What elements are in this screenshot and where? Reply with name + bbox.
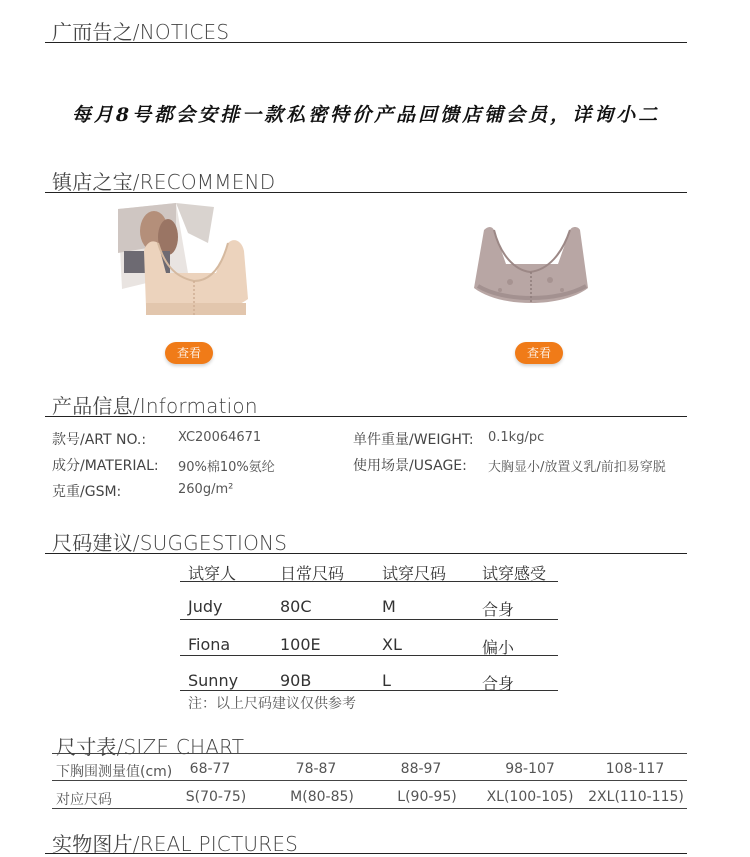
art-no-label: 款号/ART NO.:	[52, 432, 147, 448]
sug-header-feeling: 试穿感受	[482, 564, 547, 583]
art-no-value: XC20064671	[178, 430, 262, 445]
size-chart-bottom-rule	[52, 808, 687, 809]
suggestions-title: 尺码建议/SUGGESTIONS	[52, 531, 288, 555]
usage-label: 使用场景/USAGE:	[353, 458, 467, 474]
size-row2-c4: XL(100-105)	[486, 789, 574, 805]
gsm-value: 260g/m²	[178, 482, 234, 497]
product-image-brown-bra[interactable]	[470, 224, 592, 316]
sug-row1-trial: M	[382, 597, 396, 616]
sug-row2-trial: XL	[382, 635, 402, 654]
gsm-label: 克重/GSM:	[52, 484, 122, 500]
sug-row3-daily: 90B	[280, 671, 312, 690]
size-row1-c4: 98-107	[505, 761, 555, 777]
sug-row2-daily: 100E	[280, 635, 321, 654]
view-button-1[interactable]: 查看	[165, 342, 213, 364]
size-row2-c5: 2XL(110-115)	[588, 789, 684, 805]
sug-row2-feeling: 偏小	[482, 638, 515, 657]
sug-row1-tester: Judy	[188, 597, 223, 616]
information-title: 产品信息/Information	[52, 394, 258, 418]
sug-row2-tester: Fiona	[188, 635, 231, 654]
size-row1-c3: 88-97	[400, 761, 442, 777]
recommend-divider	[45, 192, 687, 193]
size-row1-label: 下胸围测量值(cm)	[56, 764, 173, 780]
size-row1-c2: 78-87	[295, 761, 337, 777]
recommend-title: 镇店之宝/RECOMMEND	[52, 170, 276, 194]
sug-header-trial-size: 试穿尺码	[382, 564, 447, 583]
size-row1-c1: 68-77	[189, 761, 231, 777]
notices-title: 广而告之/NOTICES	[52, 20, 230, 44]
size-row2-c1: S(70-75)	[185, 789, 247, 805]
sug-row3-rule	[180, 690, 558, 691]
weight-value: 0.1kg/pc	[488, 430, 545, 445]
sug-row3-tester: Sunny	[188, 671, 239, 690]
material-value: 90%棉10%氨纶	[178, 460, 275, 475]
size-row2-c2: M(80-85)	[290, 789, 354, 805]
sug-row3-feeling: 合身	[482, 674, 515, 693]
sug-row3-trial: L	[382, 671, 391, 690]
size-row2-c3: L(90-95)	[397, 789, 457, 805]
sug-row2-rule	[180, 655, 558, 656]
notice-text: 每月8号都会安排一款私密特价产品回馈店铺会员，详询小二	[71, 104, 661, 126]
real-pictures-divider	[45, 853, 687, 854]
sug-header-rule	[180, 581, 558, 582]
size-chart-top-rule	[52, 753, 687, 754]
suggestion-note: 注：以上尺码建议仅供参考	[188, 696, 356, 712]
size-row2-label: 对应尺码	[56, 792, 112, 808]
sug-row1-daily: 80C	[280, 597, 312, 616]
information-divider	[45, 416, 687, 417]
sug-header-daily-size: 日常尺码	[280, 564, 345, 583]
size-chart-mid-rule	[52, 780, 687, 781]
suggestions-divider	[45, 553, 687, 554]
product-image-beige-bra[interactable]	[116, 203, 268, 325]
real-pictures-title: 实物图片/REAL PICTURES	[52, 832, 299, 856]
size-chart-title: 尺寸表/SIZE CHART	[56, 735, 245, 759]
notices-divider	[45, 42, 687, 43]
material-label: 成分/MATERIAL:	[52, 458, 159, 474]
sug-row1-feeling: 合身	[482, 600, 515, 619]
weight-label: 单件重量/WEIGHT:	[353, 432, 474, 448]
view-button-2[interactable]: 查看	[515, 342, 563, 364]
sug-header-tester: 试穿人	[188, 564, 237, 583]
size-row1-c5: 108-117	[605, 761, 665, 777]
sug-row1-rule	[180, 619, 558, 620]
usage-value: 大胸显小/放置义乳/前扣易穿脱	[488, 460, 666, 475]
